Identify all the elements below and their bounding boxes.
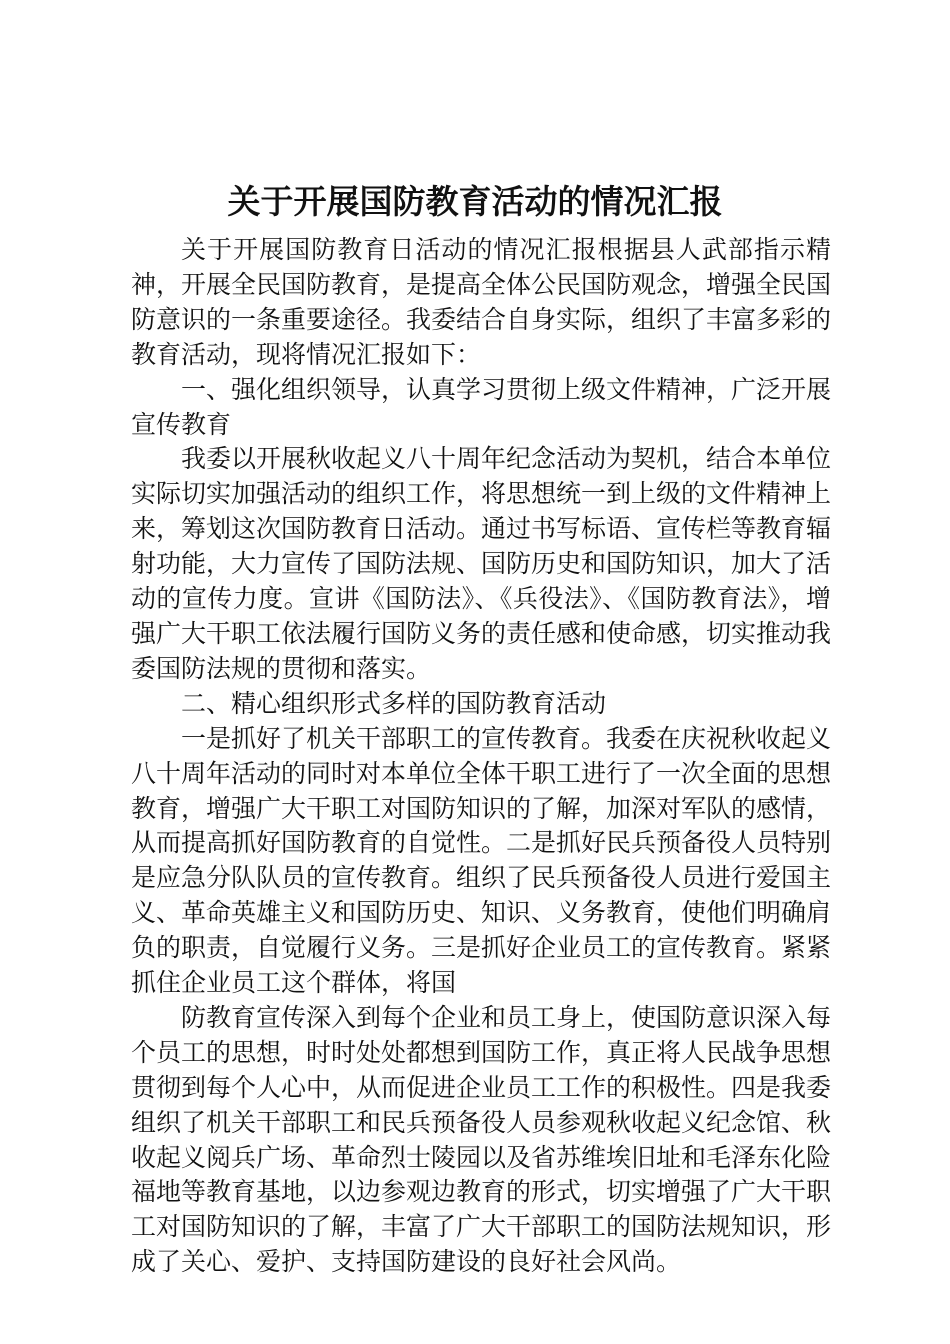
document-title: 关于开展国防教育活动的情况汇报: [227, 182, 723, 221]
section-heading-1: 一、强化组织领导，认真学习贯彻上级文件精神，广泛开展宣传教育: [131, 374, 832, 439]
paragraph-section-2a: 一是抓好了机关干部职工的宣传教育。我委在庆祝秋收起义八十周年活动的同时对本单位全体干职工进行了一次全面的思想教育，增强广大干职工对国防知识的了解，加深对军队的感情，从而提高抓好国防教育的自觉性。二是抓好民兵预备役人员特别是应急分队队员的宣传教育。组织了民兵预备役人员进行爱国主义、革命英雄主义和国防历史、知识、义务教育，使他们明确肩负的职责，自觉履行义务。三是抓好企业员工的宣传教育。紧紧抓住企业员工这个群体，将国: [131, 723, 832, 998]
paragraph-section-2b: 防教育宣传深入到每个企业和员工身上，使国防意识深入每个员工的思想，时时处处都想到国防工作，真正将人民战争思想贯彻到每个人心中，从而促进企业员工工作的积极性。四是我委组织了机关干部职工和民兵预备役人员参观秋收起义纪念馆、秋收起义阅兵广场、革命烈士陵园以及省苏维埃旧址和毛泽东化险福地等教育基地，以边参观边教育的形式，切实增强了广大干职工对国防知识的了解，丰富了广大干部职工的国防法规知识，形成了关心、爱护、支持国防建设的良好社会风尚。: [131, 1002, 832, 1277]
document-body: [131, 233, 831, 1280]
paragraph-intro: 关于开展国防教育日活动的情况汇报根据县人武部指示精神，开展全民国防教育，是提高全体公民国防观念，增强全民国防意识的一条重要途径。我委结合自身实际，组织了丰富多彩的教育活动，现将情况汇报如下：: [131, 235, 832, 369]
paragraph-section-1: 我委以开展秋收起义八十周年纪念活动为契机，结合本单位实际切实加强活动的组织工作，将思想统一到上级的文件精神上来，筹划这次国防教育日活动。通过书写标语、宣传栏等教育辐射功能，大力宣传了国防法规、国防历史和国防知识，加大了活动的宣传力度。宣讲《国防法》、《兵役法》、《国防教育法》，增强广大干职工依法履行国防义务的责任感和使命感，切实推动我委国防法规的贯彻和落实。: [131, 444, 832, 683]
section-heading-2: 二、精心组织形式多样的国防教育活动: [181, 688, 607, 718]
